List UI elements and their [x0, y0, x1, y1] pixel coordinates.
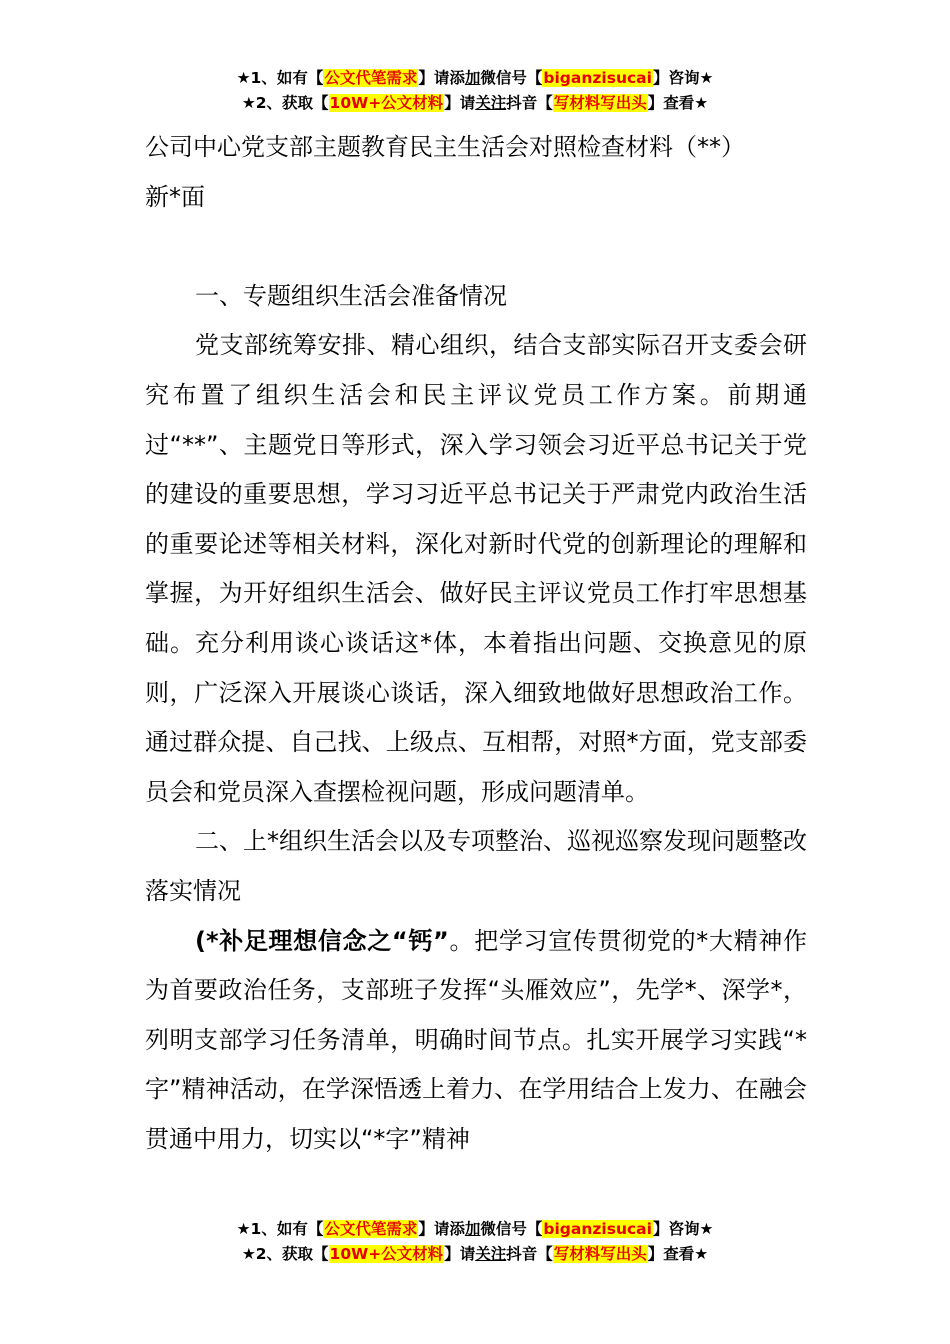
highlight-text: 10W+公文材料 — [329, 1245, 444, 1263]
highlight-text: 10W+公文材料 — [329, 94, 444, 112]
promo-line-1: ★1、如有【公文代笔需求】请添加微信号【biganzisucai】咨询★ — [236, 69, 714, 87]
section1-heading: 一、专题组织生活会准备情况 — [195, 281, 507, 310]
section1-paragraph: 党支部统筹安排、精心组织，结合支部实际召开支委会研究布置了组织生活会和民主评议党员工作方案。前期通过“**”、主题党日等形式，深入学习领会习近平总书记关于党的建设的重要思想，学习习近平总书记关于严肃党内政治生活的重要论述等相关材料，深化对新时代党的创新理论的理解和掌握，为开好组织生活会、做好民主评议党员工作打牢思想基础。充分利用谈心谈话这*体，本着指出问题、交换意见的原则，广泛深入开展谈心谈话，深入细致地做好思想政治工作。通过群众提、自己找、上级点、互相帮，对照*方面，党支部委员会和党员深入查摆检视问题，形成问题清单。 — [145, 331, 807, 806]
promo-line-2: ★2、获取【10W+公文材料】请关注抖音【写材料写出头】查看★ — [241, 1245, 709, 1263]
wechat-id: biganzisucai — [543, 69, 652, 87]
promo-banner-top — [0, 66, 950, 116]
document-title: 公司中心党支部主题教育民主生活会对照检查材料（**） 新*面 — [145, 133, 745, 211]
section2-heading: 二、上*组织生活会以及专项整治、巡视巡察发现问题整改落实情况 — [145, 827, 807, 905]
promo-banner-bottom — [0, 1217, 950, 1267]
douyin-account: 写材料写出头 — [553, 1245, 647, 1263]
highlight-text: 公文代笔需求 — [324, 69, 418, 87]
promo-line-1: ★1、如有【公文代笔需求】请添加微信号【biganzisucai】咨询★ — [236, 1220, 714, 1238]
section2-paragraph: (*补足理想信念之“钙”。把学习宣传贯彻党的*大精神作为首要政治任务，支部班子发挥“头雁效应”，先学*、深学*，列明支部学习任务清单，明确时间节点。扎实开展学习实践“*字”精神活动，在学深悟透上着力、在学用结合上发力、在融会贯通中用力，切实以“*字”精神 — [145, 926, 807, 1153]
wechat-id: biganzisucai — [543, 1220, 652, 1238]
blank-line — [145, 222, 807, 272]
promo-line-2: ★2、获取【10W+公文材料】请关注抖音【写材料写出头】查看★ — [241, 94, 709, 112]
douyin-account: 写材料写出头 — [553, 94, 647, 112]
document-body — [145, 123, 807, 1164]
highlight-text: 公文代笔需求 — [324, 1220, 418, 1238]
section2-item1-heading: (*补足理想信念之“钙” — [195, 926, 449, 955]
